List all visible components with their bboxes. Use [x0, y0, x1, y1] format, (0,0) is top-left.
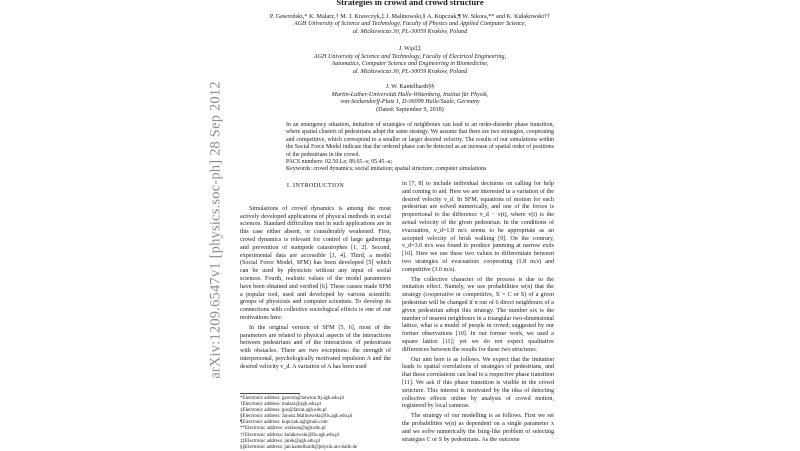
footnote: ¶Electronic address: kupczak.a@gmail.com — [240, 420, 328, 426]
affiliation-line: AGH University of Science and Technology, Faculty of Electrical Engineering, — [313, 53, 507, 60]
footnote: §Electronic address: Janusz.Malinowski@fis.agh.edu.pl — [240, 414, 353, 420]
footnote-rule — [240, 393, 300, 394]
paragraph: Simulations of crowd dynamics is among the most actively developed applications of physical methods in social sciences. Standard difficulties met in such applications are in this case either absent, or considerably weakened. First, crowd dynamics is relevant for control of large gatherings and prevention of stampede catastrophes [1, 2]. Second, experimental data are accessible [3, 4]. Third, a model (Social Force Model, SFM) has been developed [5] which can be used by physicists without any input of social sciences. Fourth, realistic values of the model parameters have been obtained and verified [6]. These causes made SFM a popular tool, used and developed by various scientific groups of physicists and computer scientists. To develop its connections with collective sociological effects is one of our motivations here. — [240, 205, 391, 321]
dated: (Dated: September 9, 2018) — [376, 106, 444, 113]
abstract: In an emergency situation, imitation of strategies of neighbours can lead to an order-disorder phase transition, where spatial clusters of pedestrians adopt the same strategy. We assume that there are two strategies, cooperating and competitive, which correspond to a smaller or larger desired velocity. The results of our simulations within the Social Force Model indicate that the ordered phase can be detected as an increase of spatial order of positions of the pedestrians in the crowd. — [286, 122, 554, 158]
affiliation-line: al. Mickiewicza 30, PL-30059 Kraków, Poland — [352, 68, 468, 75]
affiliation-line: Automatics, Computer Science and Engineering in Biomedicine, — [331, 61, 489, 68]
footnote: §§Electronic address: jan.kantelhardt@physik.uni-halle.de — [240, 444, 358, 450]
paragraph: The strategy of our modelling is as follows. First we set the probabilities w(n) as dependent on a single parameter x and we solve numerically the Ising-like problem of selecting strategies C or S by pedestrians. As the outcome — [402, 413, 554, 443]
affiliation-line: al. Mickiewicza 30, PL-30059 Kraków, Poland — [352, 28, 468, 35]
author-name: J. Wąs‡‡ — [398, 46, 422, 52]
left-column — [240, 182, 391, 372]
paragraph: in [7, 8] to include individual decisions on calling for help and coming to aid. Here we are interested in a variation of the desired velocity v_d. In SFM, equations of motion for each pedestrian are solved numerically, and one of the forces is proportional to the difference v_d − v(t), where v(t) is the actual velocity of the given pedestrian. In the conditions of evacuation, v_d=1.8 m/s seems to be appropriate as an accepted velocity of brisk walking [9]. On the contrary, v_d=3.0 m/s was found to produce jamming at narrow exits [10]. Here we use these two values to differentiate between two strategies of evacuation: cooperating (1.8 m/s) and competitive (3.0 m/s). — [402, 181, 554, 273]
affiliation-line: Martin-Luther-Universität Halle-Wittenberg, Institut für Physik, — [331, 91, 489, 98]
affiliation-line: AGH University of Science and Technology, Faculty of Physics and Applied Computer Science, — [293, 21, 527, 27]
paragraph: The collective character of the process is due to the imitation effect. Namely, we use probabilities w(n) that the strategy (cooperative or competitive, X = C or S) of a given pedestrian will be changed if n out of 6 direct neighbours of a given pedestrian adopt this strategy. The number six is the number of nearest neighbours in a triangular two-dimensional lattice, what is a model of people in crowd; suggested by our former observations [10]. In our former work, we used a square lattice [11]; yet we do not expect qualitative differences between the results for these two structures. — [402, 276, 554, 353]
footnote: ‡‡Electronic address: jarek@agh.edu.pl — [240, 438, 320, 444]
paper-title: Strategies in crowd and crowd structure — [336, 0, 484, 7]
keywords: Keywords: crowd dynamics; social imitation; spatial structure; computer simulations — [286, 166, 487, 173]
arxiv-stamp: arXiv:1209.6547v1 [physics.soc-ph] 28 Sep 2012 — [207, 81, 224, 379]
footnote: ‡Electronic address: gos@fatcat.agh.edu.pl — [240, 408, 327, 414]
author-list: P. Gawroński,* K. Malarz,† M. J. Krawczyk,‡ J. Malinowski,§ A. Kupczak,¶ W. Sikora,** and K. Kułakowski†† — [269, 13, 551, 20]
footnotes — [240, 393, 400, 451]
paragraph: In the original version of SFM [5, 6], most of the parameters are related to physical aspects of the interactions between pedestrians and of the interactions of pedestrians with obstacles. There are two exceptions: the strength of interpersonal, psychologically motivated repulsion A and the desired velocity v_d. A variation of A has been used — [240, 324, 391, 370]
footnote: †Electronic address: malarz@agh.edu.pl — [240, 402, 321, 408]
footnote: ††Electronic address: kulakowski@fis.agh.edu.pl — [240, 432, 340, 438]
pacs-numbers: PACS numbers: 02.50.Le; 89.65.-s; 05.45.-a; — [286, 159, 393, 165]
right-column — [402, 181, 554, 444]
affiliation-1 — [240, 21, 580, 36]
section-title: I. INTRODUCTION — [286, 182, 345, 189]
affiliation-3 — [240, 84, 580, 114]
pacs-keywords — [286, 159, 586, 174]
affiliation-line: von-Seckendorff-Platz 1, D-06099 Halle/Saale, Germany — [340, 99, 480, 106]
paragraph: Our aim here is as follows. We expect that the imitation leads to spatial correlations of strategies of pedestrians, and that these correlations can lead to a respective phase transition [11]. We ask if this phase transition is visible in the crowd structure. This interest is motivated by the idea of detecting collective effects online by analysis of crowd motion, registered by local cameras. — [402, 356, 554, 410]
footnote: **Electronic address: wsikora@agh.edu.pl — [240, 426, 326, 432]
affiliation-2 — [240, 46, 580, 76]
footnote: *Electronic address: gawron@newton.ftj.agh.edu.pl — [240, 396, 345, 401]
author-name: J. W. Kantelhardt§§ — [385, 84, 435, 90]
